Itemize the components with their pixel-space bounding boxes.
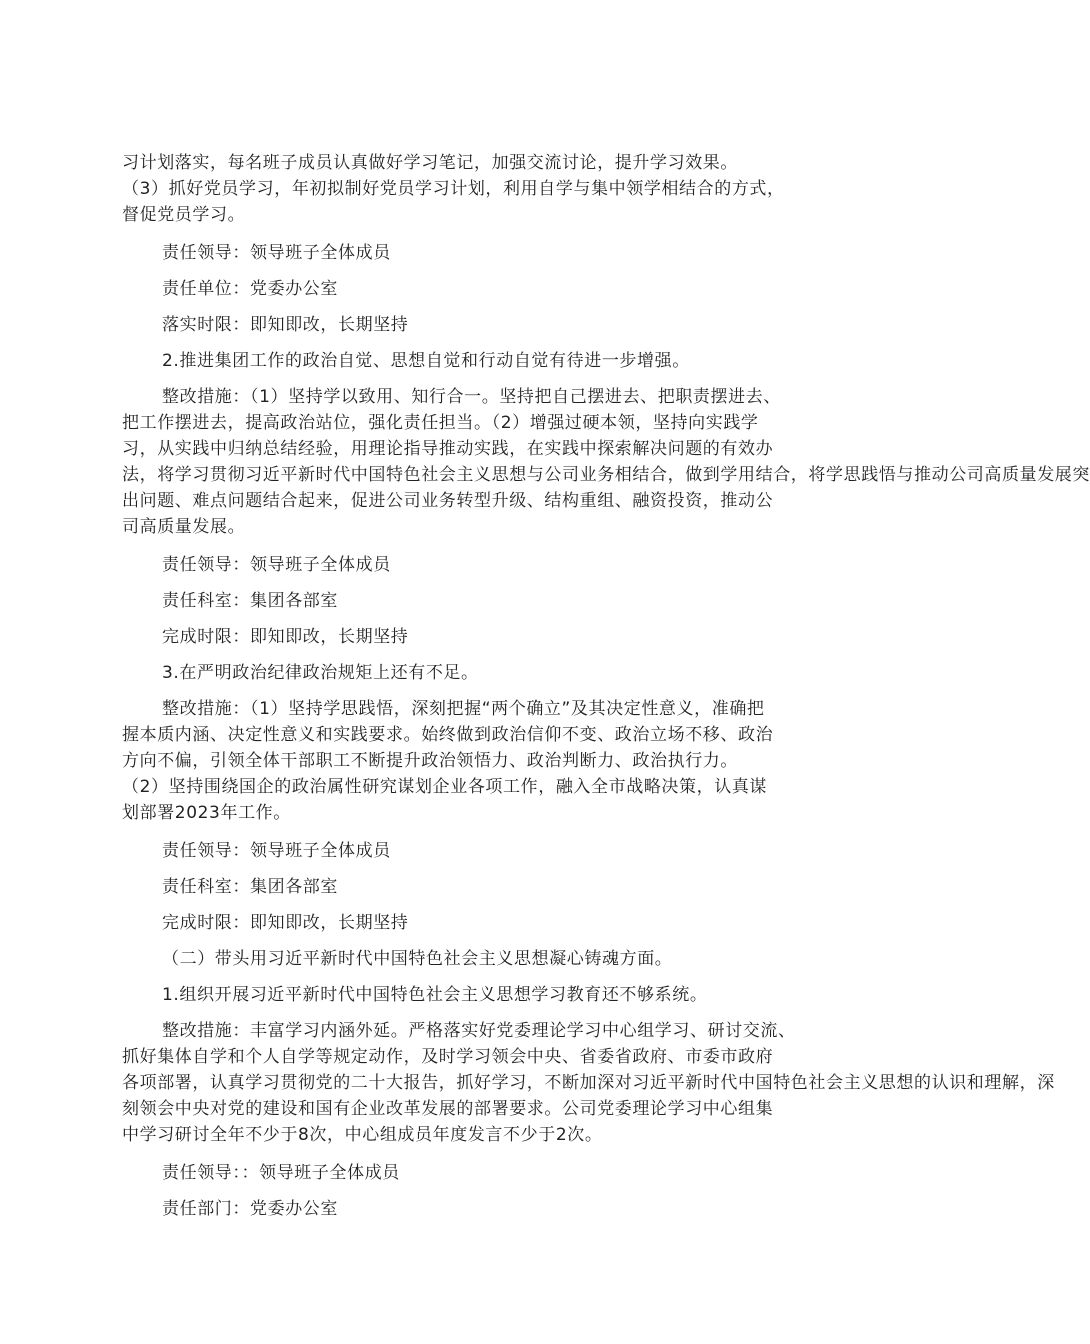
- paragraph-line: 划部署2023年工作。: [122, 803, 291, 823]
- responsible-leader: 责任领导：领导班子全体成员: [162, 841, 391, 861]
- paragraph-line: 习计划落实，每名班子成员认真做好学习笔记，加强交流讨论，提升学习效果。: [122, 153, 738, 173]
- paragraph-line: 整改措施：（1）坚持学思践悟，深刻把握“两个确立”及其决定性意义，准确把: [162, 699, 765, 719]
- responsible-leader: 责任领导：领导班子全体成员: [162, 243, 391, 263]
- paragraph-line: （3）抓好党员学习，年初拟制好党员学习计划，利用自学与集中领学相结合的方式，: [122, 179, 785, 199]
- paragraph-line: 中学习研讨全年不少于8次，中心组成员年度发言不少于2次。: [122, 1125, 603, 1145]
- responsible-office: 责任科室：集团各部室: [162, 877, 338, 897]
- paragraph-line: 整改措施：丰富学习内涵外延。严格落实好党委理论学习中心组学习、研讨交流、: [162, 1021, 796, 1041]
- responsible-office: 责任科室：集团各部室: [162, 591, 338, 611]
- paragraph-line: 各项部署，认真学习贯彻党的二十大报告，抓好学习，不断加深对习近平新时代中国特色社会主义思想的认识和理解，深: [122, 1073, 1055, 1093]
- paragraph-line: 出问题、难点问题结合起来，促进公司业务转型升级、结构重组、融资投资，推动公: [122, 491, 774, 511]
- paragraph-line: 督促党员学习。: [122, 205, 246, 225]
- deadline: 落实时限：即知即改，长期坚持: [162, 315, 409, 335]
- section-heading: 3.在严明政治纪律政治规矩上还有不足。: [162, 663, 479, 683]
- paragraph-line: 司高质量发展。: [122, 517, 246, 537]
- paragraph-line: 方向不偏，引领全体干部职工不断提升政治领悟力、政治判断力、政治执行力。: [122, 751, 738, 771]
- paragraph-line: 抓好集体自学和个人自学等规定动作，及时学习领会中央、省委省政府、市委市政府: [122, 1047, 774, 1067]
- paragraph-line: 握本质内涵、决定性意义和实践要求。始终做到政治信仰不变、政治立场不移、政治: [122, 725, 774, 745]
- paragraph-line: 习，从实践中归纳总结经验，用理论指导推动实践，在实践中探索解决问题的有效办: [122, 439, 774, 459]
- paragraph-line: 法，将学习贯彻习近平新时代中国特色社会主义思想与公司业务相结合，做到学用结合，将学思践悟与推动公司高质量发展突: [122, 465, 1090, 485]
- paragraph-line: （2）坚持围绕国企的政治属性研究谋划企业各项工作，融入全市战略决策，认真谋: [122, 777, 768, 797]
- paragraph-line: 整改措施：（1）坚持学以致用、知行合一。坚持把自己摆进去、把职责摆进去、: [162, 387, 781, 407]
- responsible-department: 责任部门：党委办公室: [162, 1199, 338, 1219]
- paragraph-line: 把工作摆进去，提高政治站位，强化责任担当。（2）增强过硬本领，坚持向实践学: [122, 413, 759, 433]
- subsection-heading: （二）带头用习近平新时代中国特色社会主义思想凝心铸魂方面。: [162, 949, 673, 969]
- section-heading: 2.推进集团工作的政治自觉、思想自觉和行动自觉有待进一步增强。: [162, 351, 690, 371]
- responsible-leader: 责任领导：领导班子全体成员: [162, 555, 391, 575]
- responsible-leader: 责任领导：：领导班子全体成员: [162, 1163, 400, 1183]
- section-heading: 1.组织开展习近平新时代中国特色社会主义思想学习教育还不够系统。: [162, 985, 708, 1005]
- paragraph-line: 刻领会中央对党的建设和国有企业改革发展的部署要求。公司党委理论学习中心组集: [122, 1099, 774, 1119]
- deadline: 完成时限：即知即改，长期坚持: [162, 627, 409, 647]
- responsible-unit: 责任单位：党委办公室: [162, 279, 338, 299]
- deadline: 完成时限：即知即改，长期坚持: [162, 913, 409, 933]
